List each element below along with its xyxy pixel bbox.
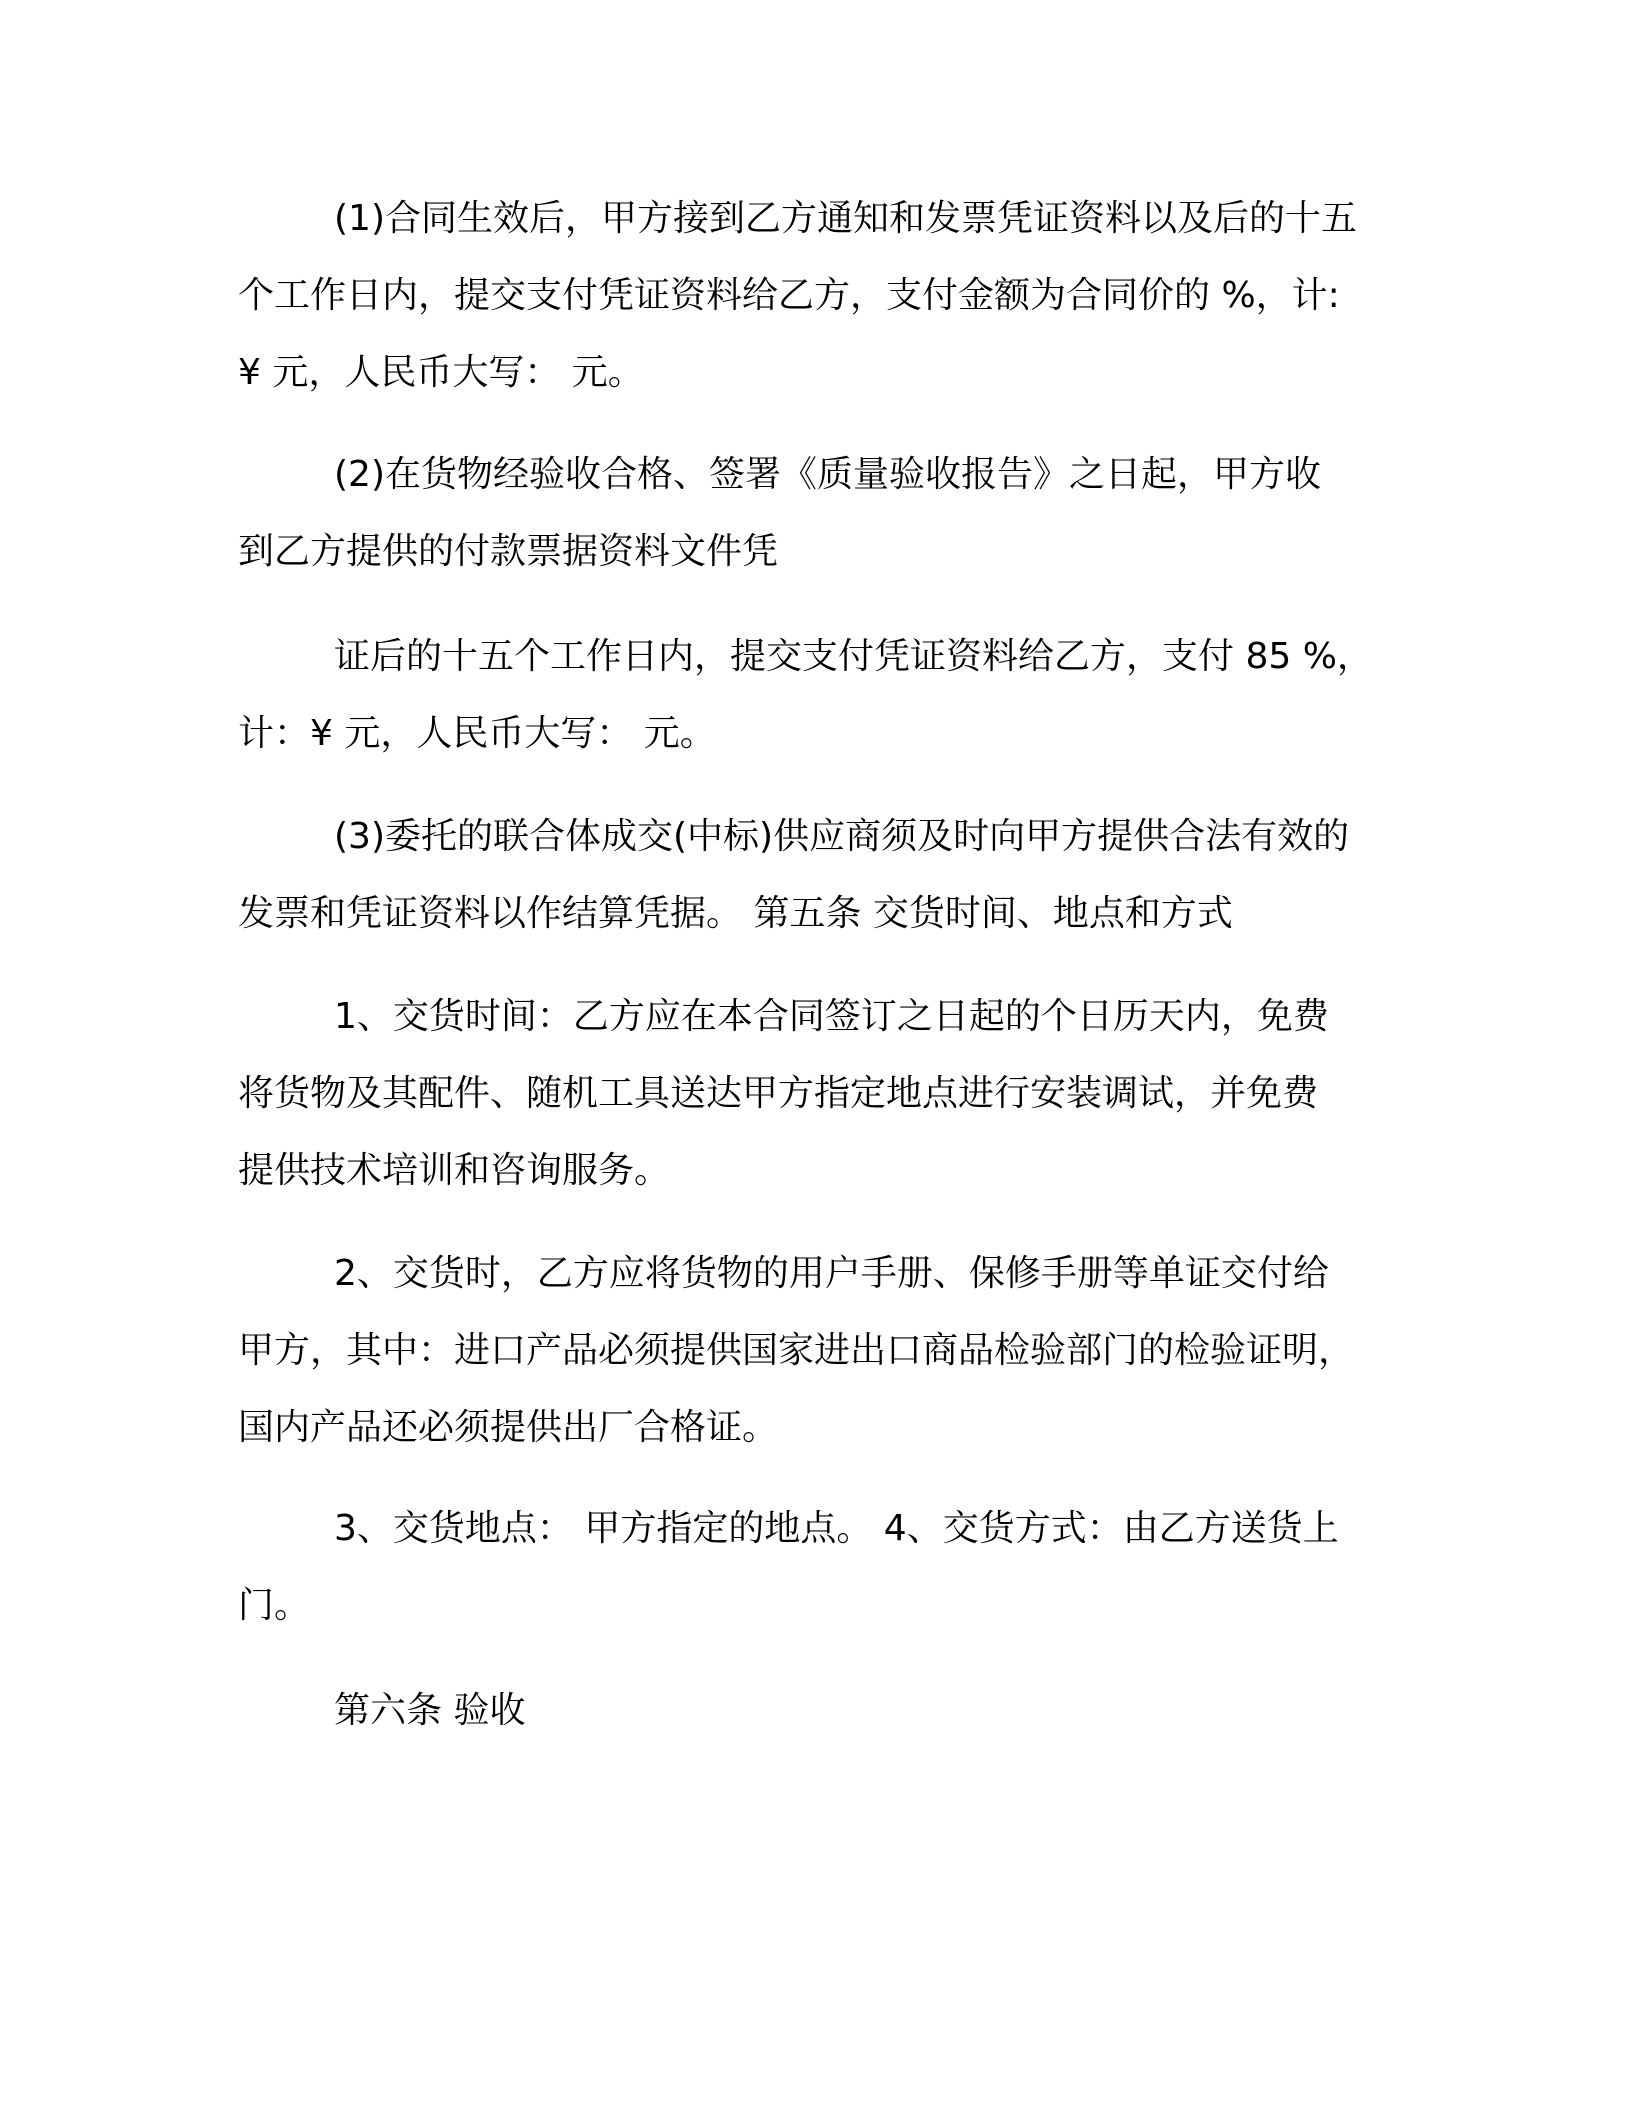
- text-line: 门。: [238, 1585, 311, 1626]
- paragraph-delivery-documents: [238, 1235, 1388, 1466]
- text-line: 甲方，其中：进口产品必须提供国家进出口商品检验部门的检验证明，: [238, 1330, 1355, 1371]
- text-line: 将货物及其配件、随机工具送达甲方指定地点进行安装调试，并免费: [238, 1073, 1319, 1114]
- text-line: (2)在货物经验收合格、签署《质量验收报告》之日起，甲方收: [334, 454, 1321, 495]
- text-line: 个工作日内，提交支付凭证资料给乙方，支付金额为合同价的 %，计:: [238, 275, 1340, 316]
- text-line: 第六条 验收: [334, 1690, 526, 1731]
- text-line: 发票和凭证资料以作结算凭据。 第五条 交货时间、地点和方式: [238, 893, 1233, 934]
- paragraph-payment-2-continued: [238, 618, 1388, 772]
- paragraph-payment-1: [238, 180, 1388, 411]
- section-heading-acceptance: [238, 1672, 1388, 1749]
- text-line: (3)委托的联合体成交(中标)供应商须及时向甲方提供合法有效的: [334, 816, 1350, 857]
- text-line: 证后的十五个工作日内，提交支付凭证资料给乙方，支付 85 %，: [334, 636, 1373, 677]
- text-line: 计：¥ 元，人民币大写： 元。: [238, 713, 716, 754]
- text-line: 到乙方提供的付款票据资料文件凭: [238, 531, 779, 572]
- text-line: 3、交货地点： 甲方指定的地点。 4、交货方式：由乙方送货上: [334, 1508, 1339, 1549]
- text-line: (1)合同生效后，甲方接到乙方通知和发票凭证资料以及后的十五: [334, 198, 1357, 239]
- paragraph-delivery-time: [238, 978, 1388, 1209]
- paragraph-delivery-place-method: [238, 1490, 1388, 1644]
- paragraph-payment-2: [238, 436, 1388, 590]
- text-line: 国内产品还必须提供出厂合格证。: [238, 1407, 779, 1448]
- text-line: ¥ 元，人民币大写： 元。: [238, 352, 644, 393]
- text-line: 1、交货时间：乙方应在本合同签订之日起的个日历天内，免费: [334, 996, 1329, 1037]
- text-line: 提供技术培训和咨询服务。: [238, 1150, 671, 1191]
- paragraph-payment-3: [238, 798, 1388, 952]
- text-line: 2、交货时，乙方应将货物的用户手册、保修手册等单证交付给: [334, 1253, 1329, 1294]
